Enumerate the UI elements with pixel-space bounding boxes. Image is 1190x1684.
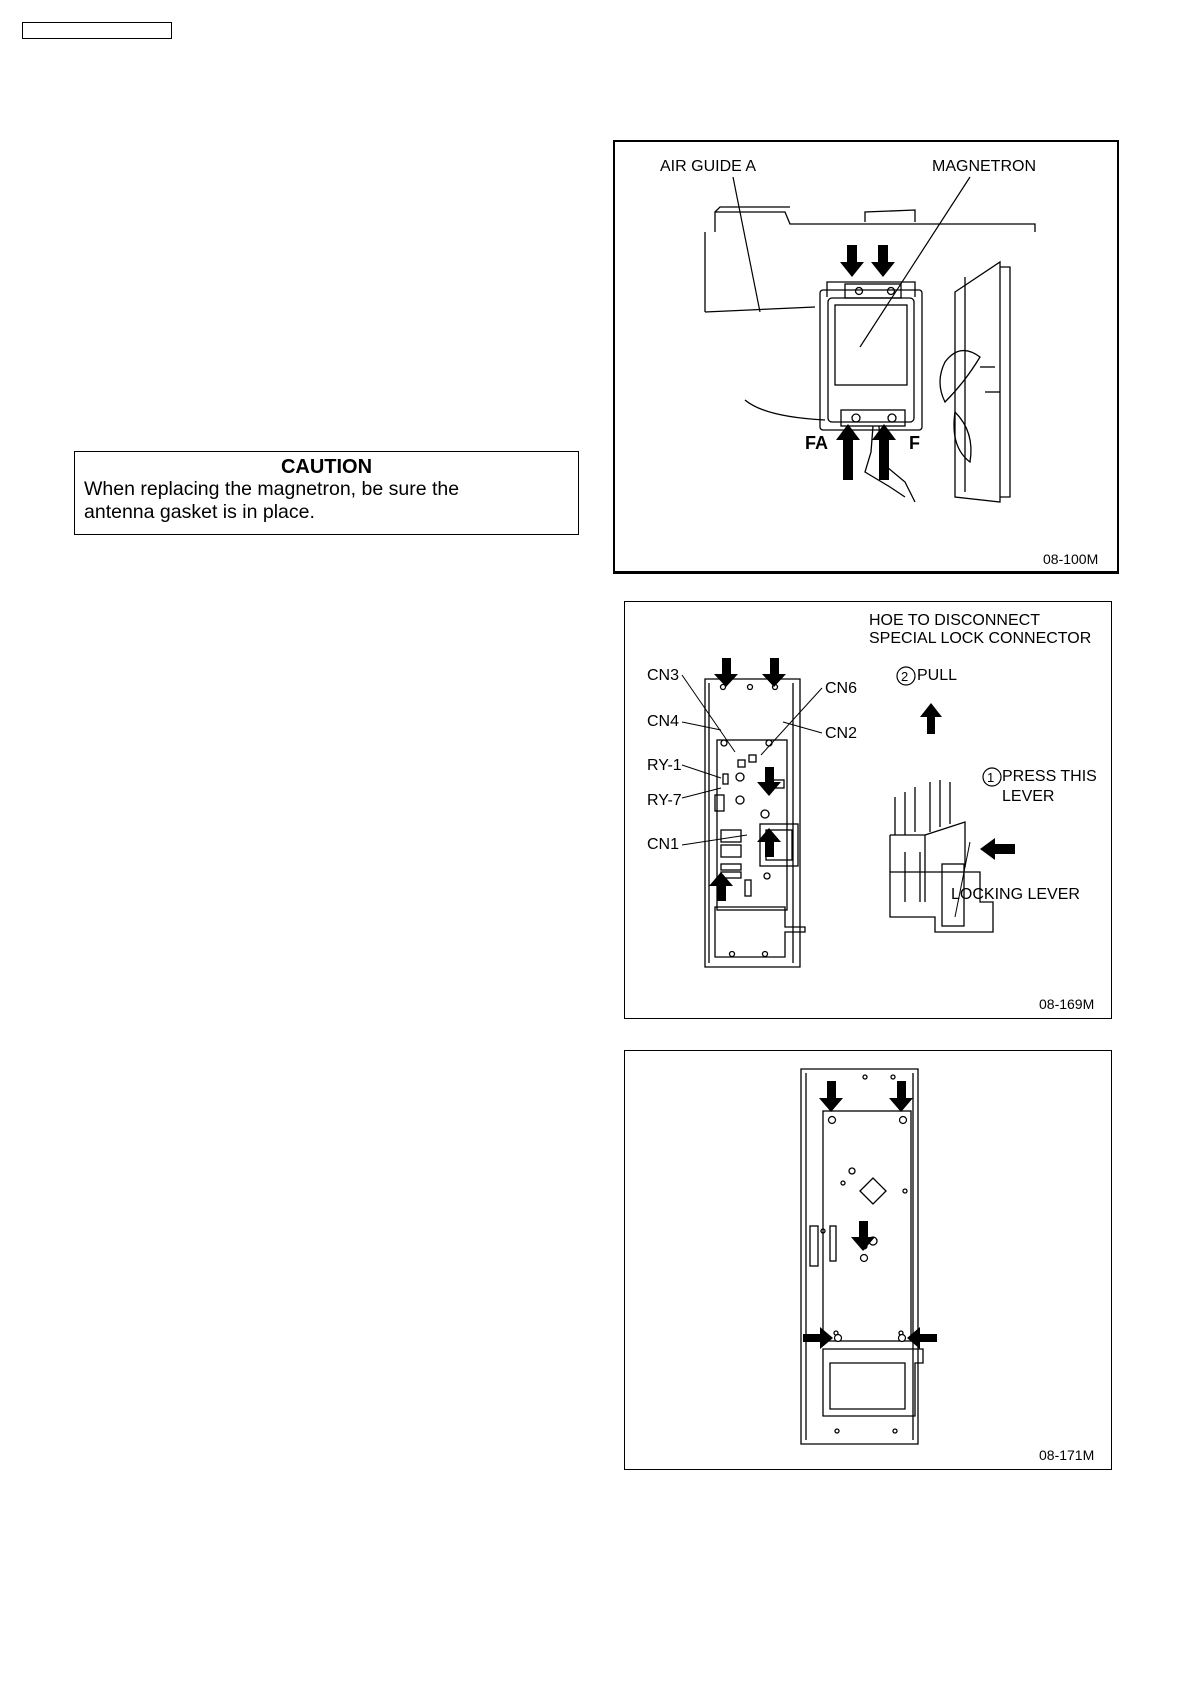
caution-line-1: When replacing the magnetron, be sure the: [84, 478, 460, 500]
label-cn2: CN2: [825, 725, 858, 742]
label-lever: LEVER: [1002, 788, 1055, 805]
control-board-drawing: [625, 602, 1110, 1017]
label-cn3: CN3: [647, 667, 680, 684]
label-cn4: CN4: [647, 713, 680, 730]
label-cn6: CN6: [825, 680, 858, 697]
label-ry7: RY-7: [647, 792, 682, 809]
caution-title: CAUTION: [280, 456, 373, 478]
figure-board-screws: [624, 1050, 1112, 1470]
label-air-guide-a: AIR GUIDE A: [660, 158, 757, 175]
label-ry1: RY-1: [647, 757, 682, 774]
step-1-number: 1: [987, 770, 995, 785]
label-pull: PULL: [917, 667, 958, 684]
magnetron-drawing: [615, 142, 1117, 571]
figure-code-08-100m: 08-100M: [1043, 551, 1099, 567]
label-press-this: PRESS THIS: [1002, 768, 1097, 785]
figure-code-08-169m: 08-169M: [1039, 996, 1095, 1012]
label-how-to-disconnect-line1: HOE TO DISCONNECT: [869, 612, 1040, 629]
figure-magnetron: [613, 140, 1119, 574]
caution-box: [74, 451, 579, 535]
label-how-to-disconnect-line2: SPECIAL LOCK CONNECTOR: [869, 630, 1092, 647]
caution-line-2: antenna gasket is in place.: [84, 501, 315, 523]
page-header-box: [22, 22, 172, 39]
label-magnetron: MAGNETRON: [932, 158, 1036, 175]
label-cn1: CN1: [647, 836, 680, 853]
step-2-number: 2: [901, 669, 909, 684]
label-f: F: [909, 433, 920, 453]
label-locking-lever: LOCKING LEVER: [951, 886, 1080, 903]
label-fa: FA: [805, 433, 829, 453]
board-screws-drawing: [625, 1051, 1110, 1468]
figure-lock-connector: [624, 601, 1112, 1019]
figure-code-08-171m: 08-171M: [1039, 1447, 1095, 1463]
